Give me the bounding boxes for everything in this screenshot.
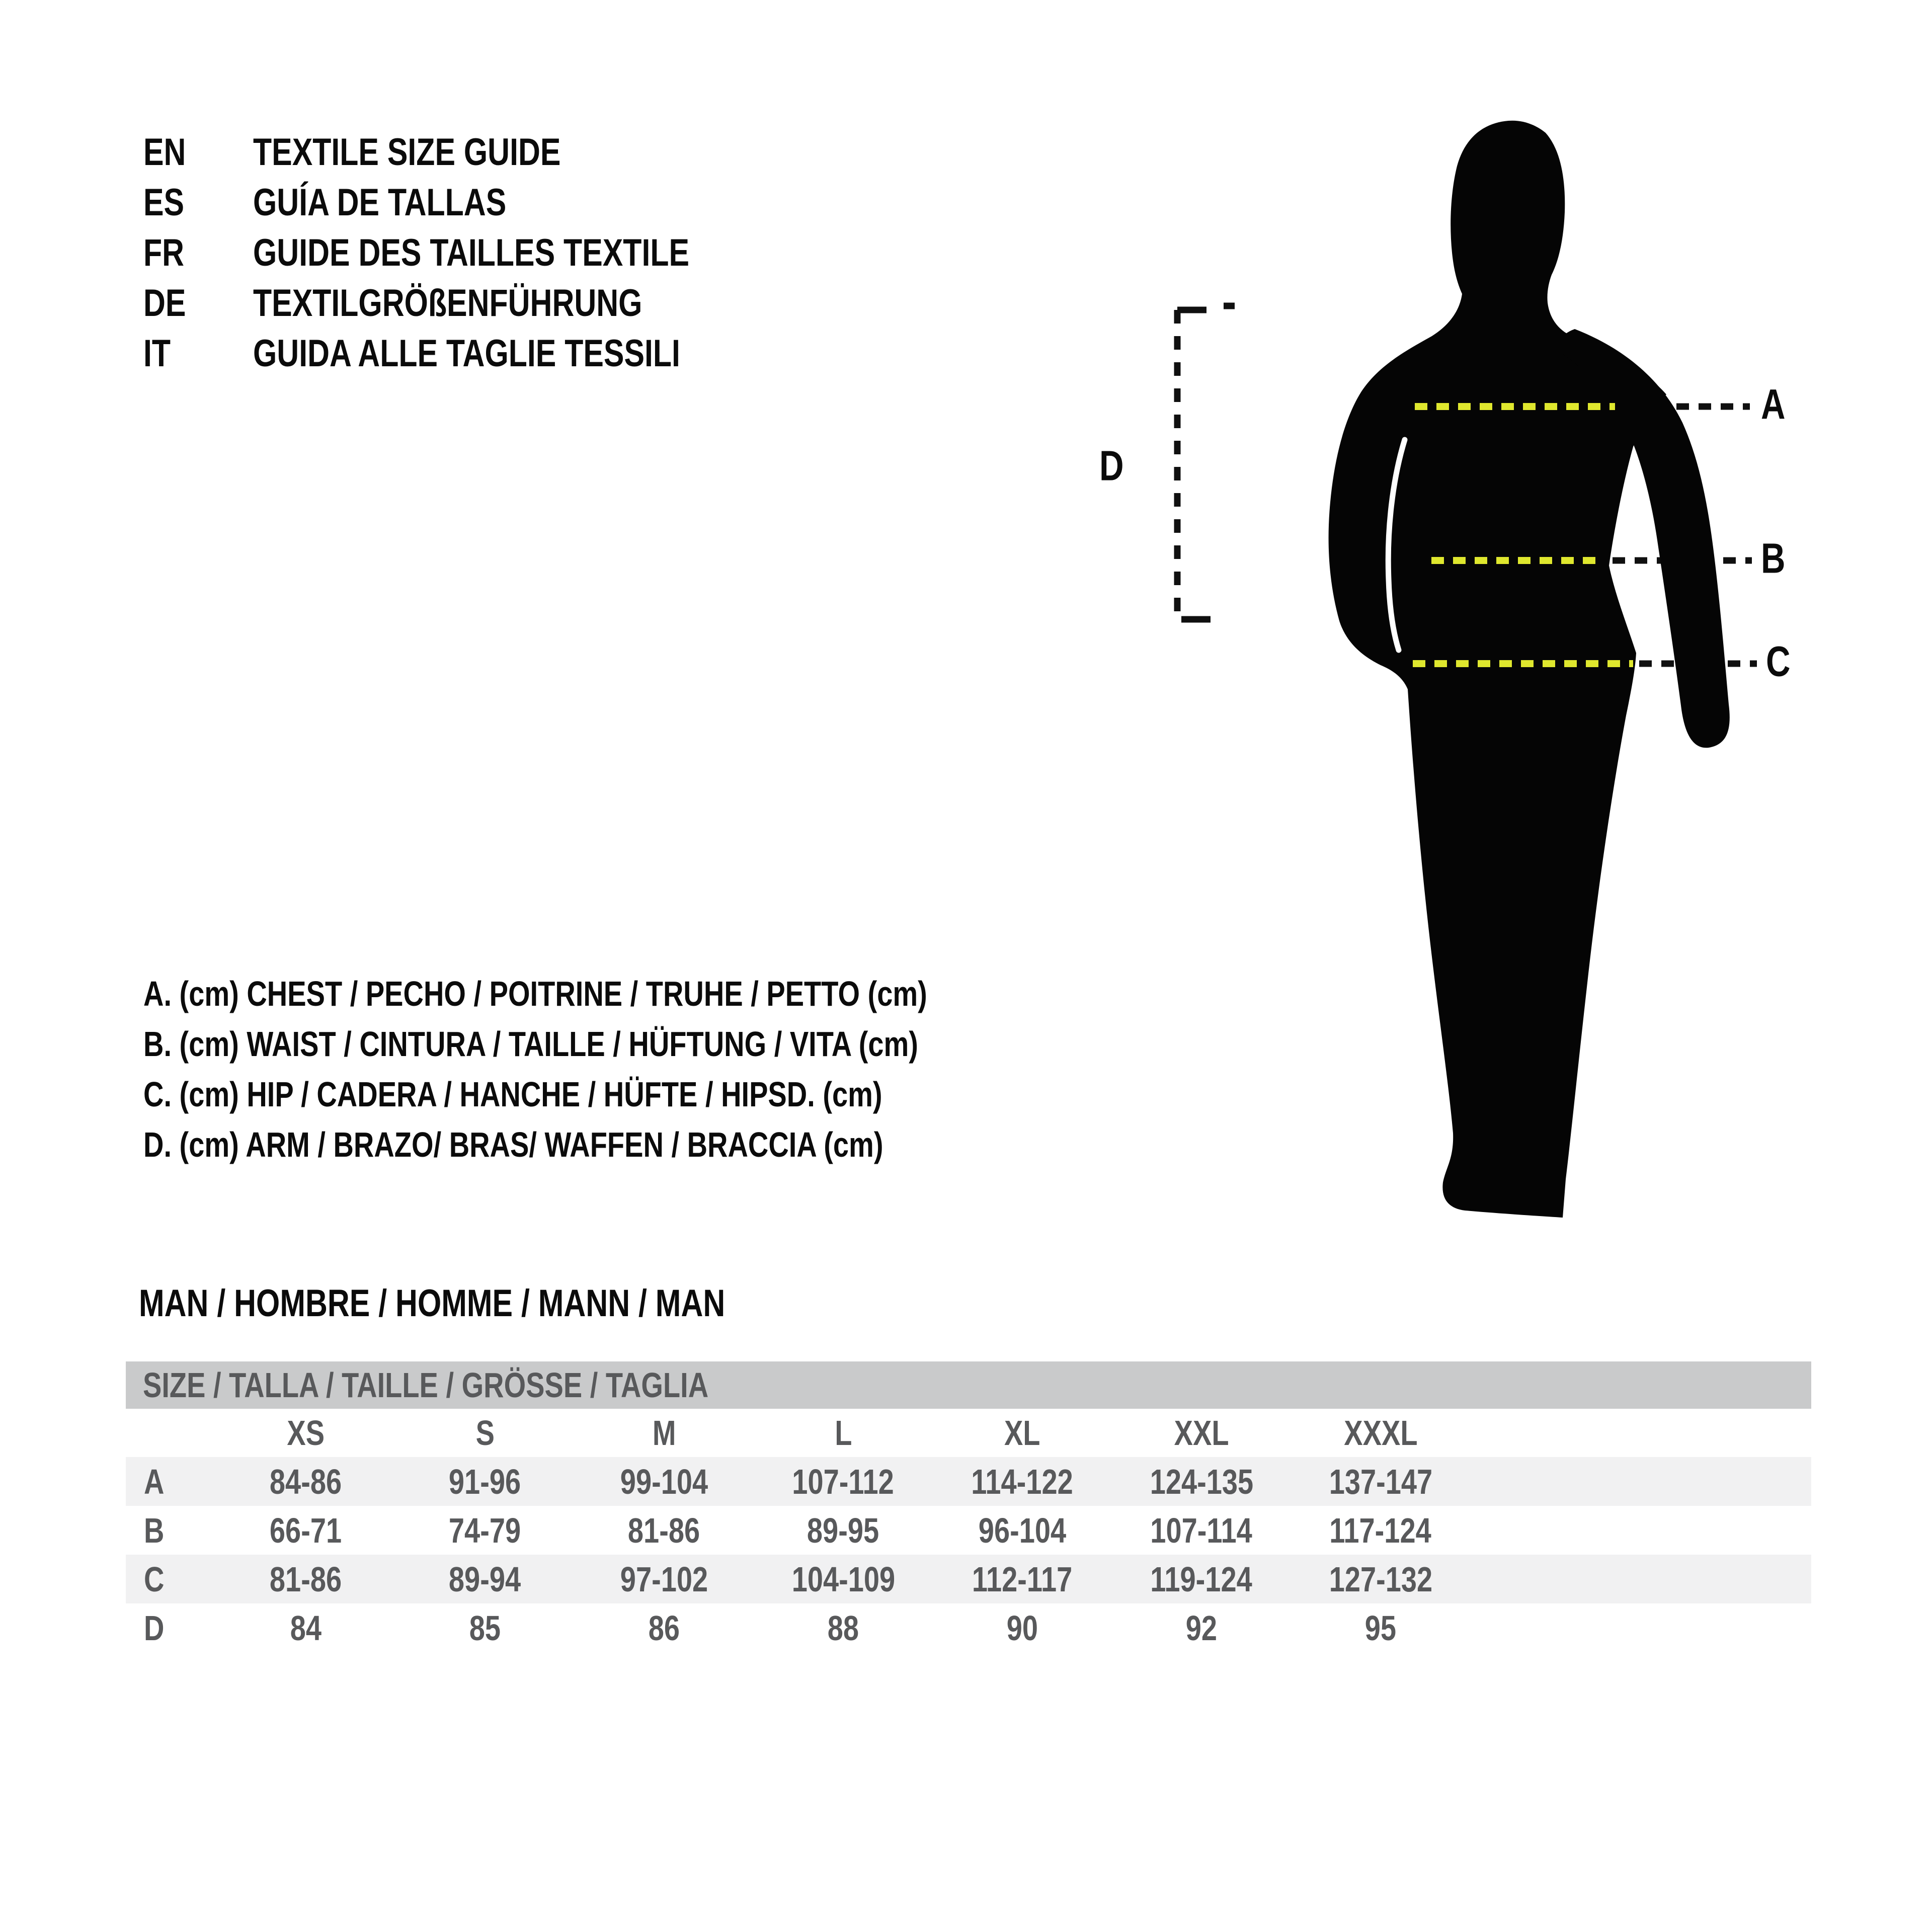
table-cell: 114-122 (971, 1462, 1074, 1501)
section-title-man: MAN / HOMBRE / HOMME / MANN / MAN (139, 1281, 726, 1325)
table-cell: 92 (1185, 1608, 1218, 1648)
size-header-row (126, 1409, 1811, 1457)
table-cell: 81-86 (270, 1559, 342, 1599)
table-cell: 90 (1006, 1608, 1038, 1648)
row-label: C (144, 1559, 165, 1599)
guide-title: GUÍA DE TALLAS (253, 181, 507, 224)
size-col-header: XXXL (1343, 1413, 1418, 1453)
language-code: FR (143, 231, 185, 274)
table-cell: 95 (1364, 1608, 1397, 1648)
table-cell: 88 (827, 1608, 859, 1648)
table-header-bar (126, 1361, 1811, 1409)
language-code: EN (143, 130, 186, 174)
size-col-header: L (834, 1413, 852, 1453)
table-cell: 119-124 (1150, 1559, 1253, 1599)
table-cell: 104-109 (791, 1559, 895, 1599)
language-code: ES (143, 181, 185, 224)
table-cell: 86 (648, 1608, 680, 1648)
guide-title: GUIDE DES TAILLES TEXTILE (253, 231, 690, 274)
table-cell: 99-104 (620, 1462, 708, 1501)
legend-row-arm: D. (cm) ARM / BRAZO/ BRAS/ WAFFEN / BRACCIA (cm) (143, 1125, 883, 1164)
table-cell: 137-147 (1329, 1462, 1432, 1501)
table-row-waist (126, 1506, 1811, 1555)
table-cell: 66-71 (270, 1510, 342, 1550)
size-table (126, 1361, 1811, 1652)
table-cell: 84-86 (270, 1462, 342, 1501)
table-cell: 84 (290, 1608, 322, 1648)
table-cell: 89-95 (807, 1510, 879, 1550)
marker-label-d: D (1099, 442, 1124, 490)
legend-row-hip: C. (cm) HIP / CADERA / HANCHE / HÜFTE / HIPSD. (cm) (143, 1075, 882, 1114)
marker-label-b: B (1761, 534, 1786, 582)
table-cell: 97-102 (620, 1559, 708, 1599)
row-label: B (144, 1510, 165, 1550)
table-row-hip (126, 1555, 1811, 1603)
table-cell: 74-79 (449, 1510, 521, 1550)
size-col-header: XL (1004, 1413, 1040, 1453)
table-cell: 107-112 (792, 1462, 895, 1501)
man-silhouette-icon (1329, 121, 1730, 1218)
legend-row-waist: B. (cm) WAIST / CINTURA / TAILLE / HÜFTUNG / VITA (cm) (143, 1024, 918, 1064)
table-cell: 91-96 (449, 1462, 521, 1501)
table-cell: 89-94 (449, 1559, 521, 1599)
table-cell: 117-124 (1329, 1510, 1432, 1550)
man-body (1329, 121, 1666, 1218)
size-col-header: S (475, 1413, 495, 1453)
size-col-header: M (652, 1413, 676, 1453)
table-cell: 112-117 (972, 1559, 1073, 1599)
table-cell: 124-135 (1150, 1462, 1253, 1501)
table-row-arm (126, 1603, 1811, 1652)
guide-title: GUIDA ALLE TAGLIE TESSILI (253, 332, 680, 375)
table-header-label: SIZE / TALLA / TAILLE / GRÖSSE / TAGLIA (143, 1365, 709, 1405)
table-cell: 127-132 (1329, 1559, 1432, 1599)
row-label: A (144, 1462, 165, 1501)
language-code: IT (143, 332, 171, 375)
table-cell: 96-104 (978, 1510, 1067, 1550)
table-cell: 81-86 (628, 1510, 700, 1550)
guide-title: TEXTILE SIZE GUIDE (253, 130, 561, 174)
legend-row-chest: A. (cm) CHEST / PECHO / POITRINE / TRUHE / PETTO (cm) (143, 974, 927, 1013)
table-cell: 107-114 (1150, 1510, 1253, 1550)
size-col-header: XS (287, 1413, 325, 1453)
measurement-legend (143, 969, 1123, 1170)
table-row-chest (126, 1457, 1811, 1506)
marker-label-a: A (1761, 380, 1786, 428)
table-cell: 85 (469, 1608, 501, 1648)
size-col-header: XXL (1174, 1413, 1229, 1453)
measure-line-d (1177, 306, 1235, 619)
language-code: DE (143, 281, 186, 325)
marker-label-c: C (1766, 637, 1791, 685)
row-label: D (144, 1608, 165, 1648)
guide-title: TEXTILGRÖßENFÜHRUNG (253, 281, 642, 325)
